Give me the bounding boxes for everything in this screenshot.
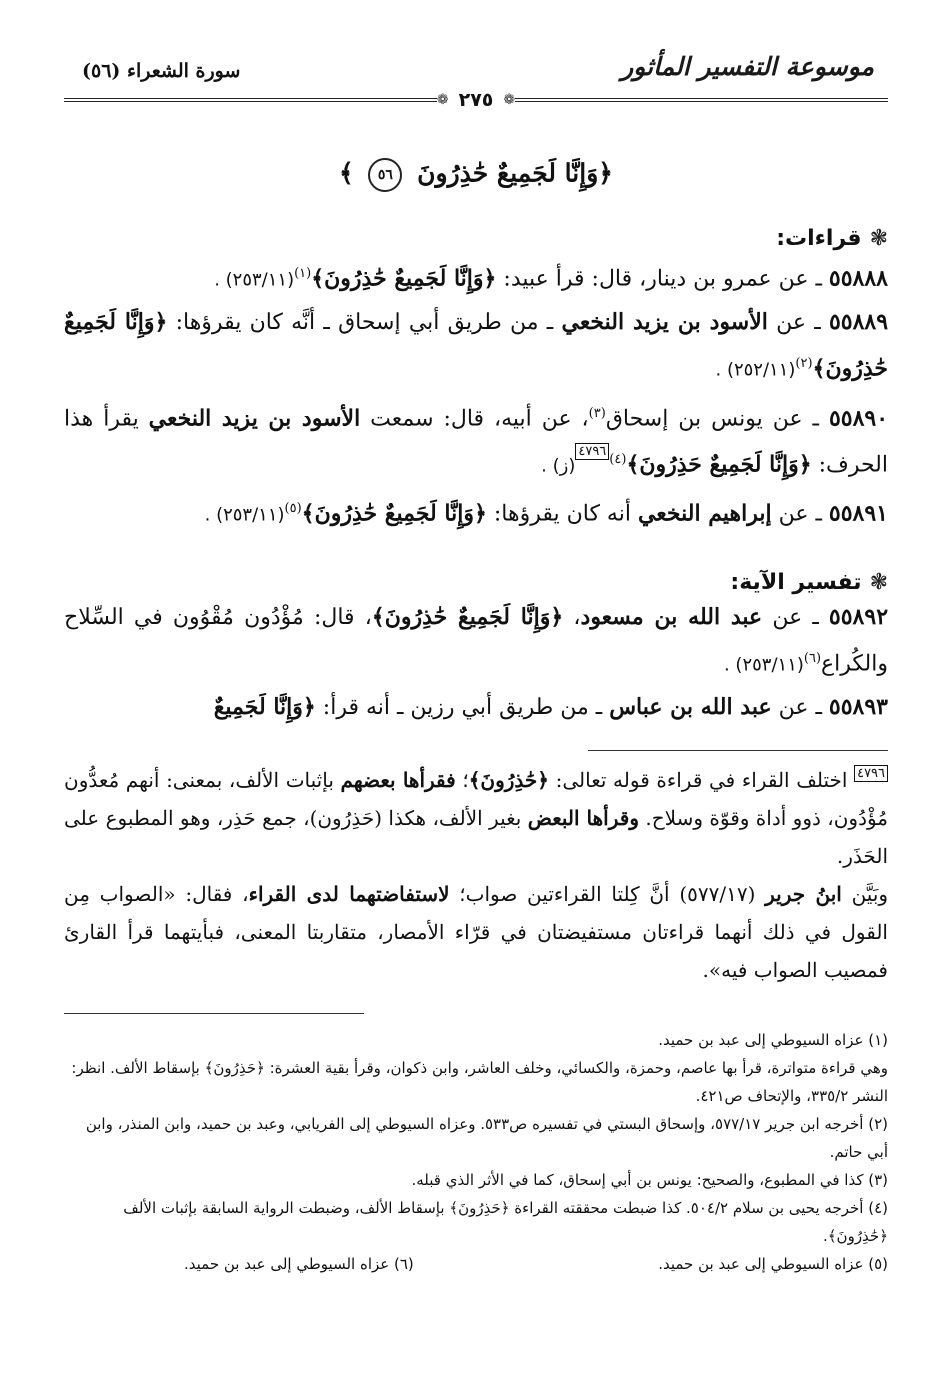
readings-heading bbox=[64, 226, 888, 251]
entry-55891 bbox=[64, 488, 888, 535]
note-box-ref[interactable]: ٤٧٩٦ bbox=[575, 443, 609, 460]
footnote-1-cont: وهي قراءة متواترة، قرأ بها عاصم، وحمزة، والكسائي، وخلف العاشر، وابن ذكوان، وقرأ بقية العشرة: ﴿حَذِرُونَ﴾ بإسقاط الألف. انظر: النشر ٣٣٥/٢، والإتحاف ص٤٢١. bbox=[71, 1058, 888, 1105]
footnote-4: (٤) أخرجه يحيى بن سلام ٥٠٤/٢. كذا ضبطت محققته القراءة ﴿حَذِرُونَ﴾ بإسقاط الألف، وضبطت الرواية السابقة بإثبات الألف ﴿حَٰذِرُونَ﴾. bbox=[123, 1198, 888, 1245]
entry-text: ـ من طريق أبي إسحاق ـ أنَّه كان يقرؤها: bbox=[175, 310, 554, 336]
verse-heading bbox=[64, 158, 888, 192]
flower-icon: ❃ bbox=[869, 569, 888, 595]
rule-left bbox=[64, 98, 437, 102]
entry-text: ـ عن bbox=[778, 501, 822, 527]
footnote-ref[interactable]: (٢) bbox=[795, 356, 813, 372]
entry-text: ، bbox=[573, 604, 581, 630]
footnote-6: (٦) عزاه السيوطي إلى عبد بن حميد. bbox=[184, 1254, 414, 1273]
volume-ref: . (٢٥٣/١١) bbox=[214, 269, 295, 291]
flower-icon: ❃ bbox=[869, 226, 888, 251]
quran-quote: ﴿وَإِنَّا لَجَمِيعٌ حَذِرُونَ﴾ bbox=[626, 451, 812, 478]
footnote-ref[interactable]: (٥) bbox=[284, 501, 302, 517]
note-text: وبَيَّن bbox=[851, 881, 889, 906]
note-paragraph-2 bbox=[64, 875, 888, 989]
note-text: (٥٧٧/١٧) أنَّ كِلتا القراءتين صواب؛ bbox=[459, 881, 756, 906]
note-text: اختلف القراء في قراءة قوله تعالى: bbox=[555, 767, 848, 792]
narrator-name: الأسود بن يزيد النخعي bbox=[561, 309, 768, 336]
volume-ref: . (٢٥٣/١١) bbox=[204, 504, 285, 526]
note-text: بغير الألف، هكذا (حَذِرُون)، جمع حَذِر، وهو المطبوع على الحَذَر. bbox=[64, 805, 888, 868]
note-box-label: ٤٧٩٦ bbox=[854, 765, 888, 782]
entry-text: أنه كان يقرؤها: bbox=[493, 501, 631, 527]
footnote-2: (٢) أخرجه ابن جرير ٥٧٧/١٧، وإسحاق البستي في تفسيره ص٥٣٣. وعزاه السيوطي إلى الفريابي، وعبد بن حميد، وابن المنذر، وابن أبي حاتم. bbox=[85, 1114, 888, 1161]
entry-number: ٥٥٨٩١ bbox=[828, 500, 888, 527]
quran-quote: ﴿وَإِنَّا لَجَمِيعٌ حَٰذِرُونَ﴾ bbox=[311, 265, 497, 292]
quran-quote: ﴿حَٰذِرُونَ﴾ bbox=[468, 767, 550, 792]
note-emphasis: ابنُ جرير bbox=[765, 881, 842, 906]
note-paragraph-1 bbox=[64, 761, 888, 875]
footnote-ref[interactable]: (٣) bbox=[588, 405, 606, 421]
footnote-ref[interactable]: (٦) bbox=[803, 650, 822, 666]
entry-text: ، قال: مُؤْدُون مُقْوُون في السِّلاح والكُراع bbox=[64, 604, 888, 676]
footnote-row-5-6 bbox=[64, 1250, 888, 1278]
entry-55889 bbox=[64, 302, 888, 390]
tafsir-heading bbox=[64, 570, 888, 595]
note-emphasis: وقرأها البعض bbox=[527, 805, 639, 830]
entry-55888 bbox=[64, 253, 888, 300]
note-emphasis: لاستفاضتهما لدى القراء bbox=[248, 881, 450, 906]
quran-quote: ﴿وَإِنَّا لَجَمِيعٌ bbox=[213, 693, 316, 720]
entry-number: ٥٥٨٩٠ bbox=[828, 404, 889, 431]
entry-number: ٥٥٨٨٩ bbox=[828, 309, 889, 336]
verse-number: ٥٦ bbox=[368, 158, 402, 192]
footnote-1: (١) عزاه السيوطي إلى عبد بن حميد. bbox=[658, 1030, 888, 1049]
ornament-icon: ❁ bbox=[436, 92, 449, 108]
page-number: ٢٧٥ bbox=[458, 89, 494, 111]
verse-text: ﴿وَإِنَّا لَجَمِيعٌ حَٰذِرُونَ bbox=[417, 158, 613, 188]
footnote-ref[interactable]: (١) bbox=[294, 266, 312, 281]
entry-text: ـ عن bbox=[778, 694, 822, 720]
header-rule bbox=[64, 89, 888, 111]
entry-text: يقرأ هذا الحرف: bbox=[64, 405, 888, 478]
book-title: موسوعة التفسير المأثور bbox=[621, 52, 874, 81]
page-header bbox=[64, 52, 888, 110]
readings-heading-label: قراءات: bbox=[776, 226, 862, 251]
entry-text: ـ عن bbox=[776, 310, 821, 336]
note-text: ، فقال: «الصواب مِن القول في ذلك أنهما قراءتان مستفيضتان في قرّاء الأمصار، متقاربتا المعنى، فبأيتهما قرأ القارئ فمصيب الصواب فيه». bbox=[64, 881, 888, 982]
ornament-icon: ❁ bbox=[503, 92, 516, 108]
rule-right bbox=[515, 98, 888, 102]
note-text: بإثبات الألف، بمعنى: أنهم مُعدُّون مُؤْدُون، ذوو أداة وقوّة وسلاح. bbox=[64, 767, 889, 830]
footnote-ref[interactable]: (٤) bbox=[609, 451, 627, 467]
entry-55892 bbox=[64, 597, 888, 685]
note-text: ؛ bbox=[462, 767, 469, 792]
commentary-note bbox=[64, 761, 888, 989]
entry-number: ٥٥٨٨٨ bbox=[828, 265, 888, 292]
volume-ref: . (٢٥٣/١١) bbox=[723, 653, 804, 675]
narrator-name: عبد الله بن عباس bbox=[609, 693, 772, 720]
footnote-3: (٣) كذا في المطبوع، والصحيح: يونس بن أبي إسحاق، كما في الأثر الذي قبله. bbox=[411, 1170, 888, 1189]
verse-close: ﴾ bbox=[339, 158, 354, 188]
volume-ref: . (٢٥٢/١١) bbox=[715, 359, 796, 381]
entry-number: ٥٥٨٩٣ bbox=[828, 693, 888, 720]
entry-55893 bbox=[64, 687, 888, 728]
note-emphasis: فقرأها بعضهم bbox=[340, 767, 456, 792]
entry-number: ٥٥٨٩٢ bbox=[828, 603, 889, 630]
volume-ref: . (ز) bbox=[541, 455, 576, 477]
surah-title: سورة الشعراء (٥٦) bbox=[82, 60, 241, 82]
entry-text: ، عن أبيه، قال: سمعت bbox=[370, 405, 589, 431]
narrator-name: عبد الله بن مسعود bbox=[580, 603, 763, 630]
entry-55890 bbox=[64, 393, 888, 487]
footnote-divider bbox=[64, 1013, 364, 1014]
quran-quote: ﴿وَإِنَّا لَجَمِيعٌ حَٰذِرُونَ﴾ bbox=[371, 603, 564, 630]
note-divider bbox=[588, 750, 888, 751]
quran-quote: ﴿وَإِنَّا لَجَمِيعٌ حَٰذِرُونَ﴾ bbox=[64, 309, 888, 382]
narrator-name: إبراهيم النخعي bbox=[637, 500, 772, 527]
entry-text: ـ عن bbox=[772, 604, 819, 630]
tafsir-heading-label: تفسير الآية: bbox=[730, 569, 862, 595]
footnote-5: (٥) عزاه السيوطي إلى عبد بن حميد. bbox=[658, 1254, 888, 1273]
entry-text: ـ من طريق أبي رزين ـ أنه قرأ: bbox=[322, 694, 603, 720]
footnotes bbox=[64, 1026, 888, 1278]
narrator-name: الأسود بن يزيد النخعي bbox=[148, 404, 361, 431]
entry-text: ـ عن عمرو بن دينار، قال: قرأ عبيد: bbox=[503, 266, 822, 292]
entry-text: ـ عن يونس بن إسحاق bbox=[605, 405, 819, 431]
quran-quote: ﴿وَإِنَّا لَجَمِيعٌ حَٰذِرُونَ﴾ bbox=[301, 500, 487, 527]
